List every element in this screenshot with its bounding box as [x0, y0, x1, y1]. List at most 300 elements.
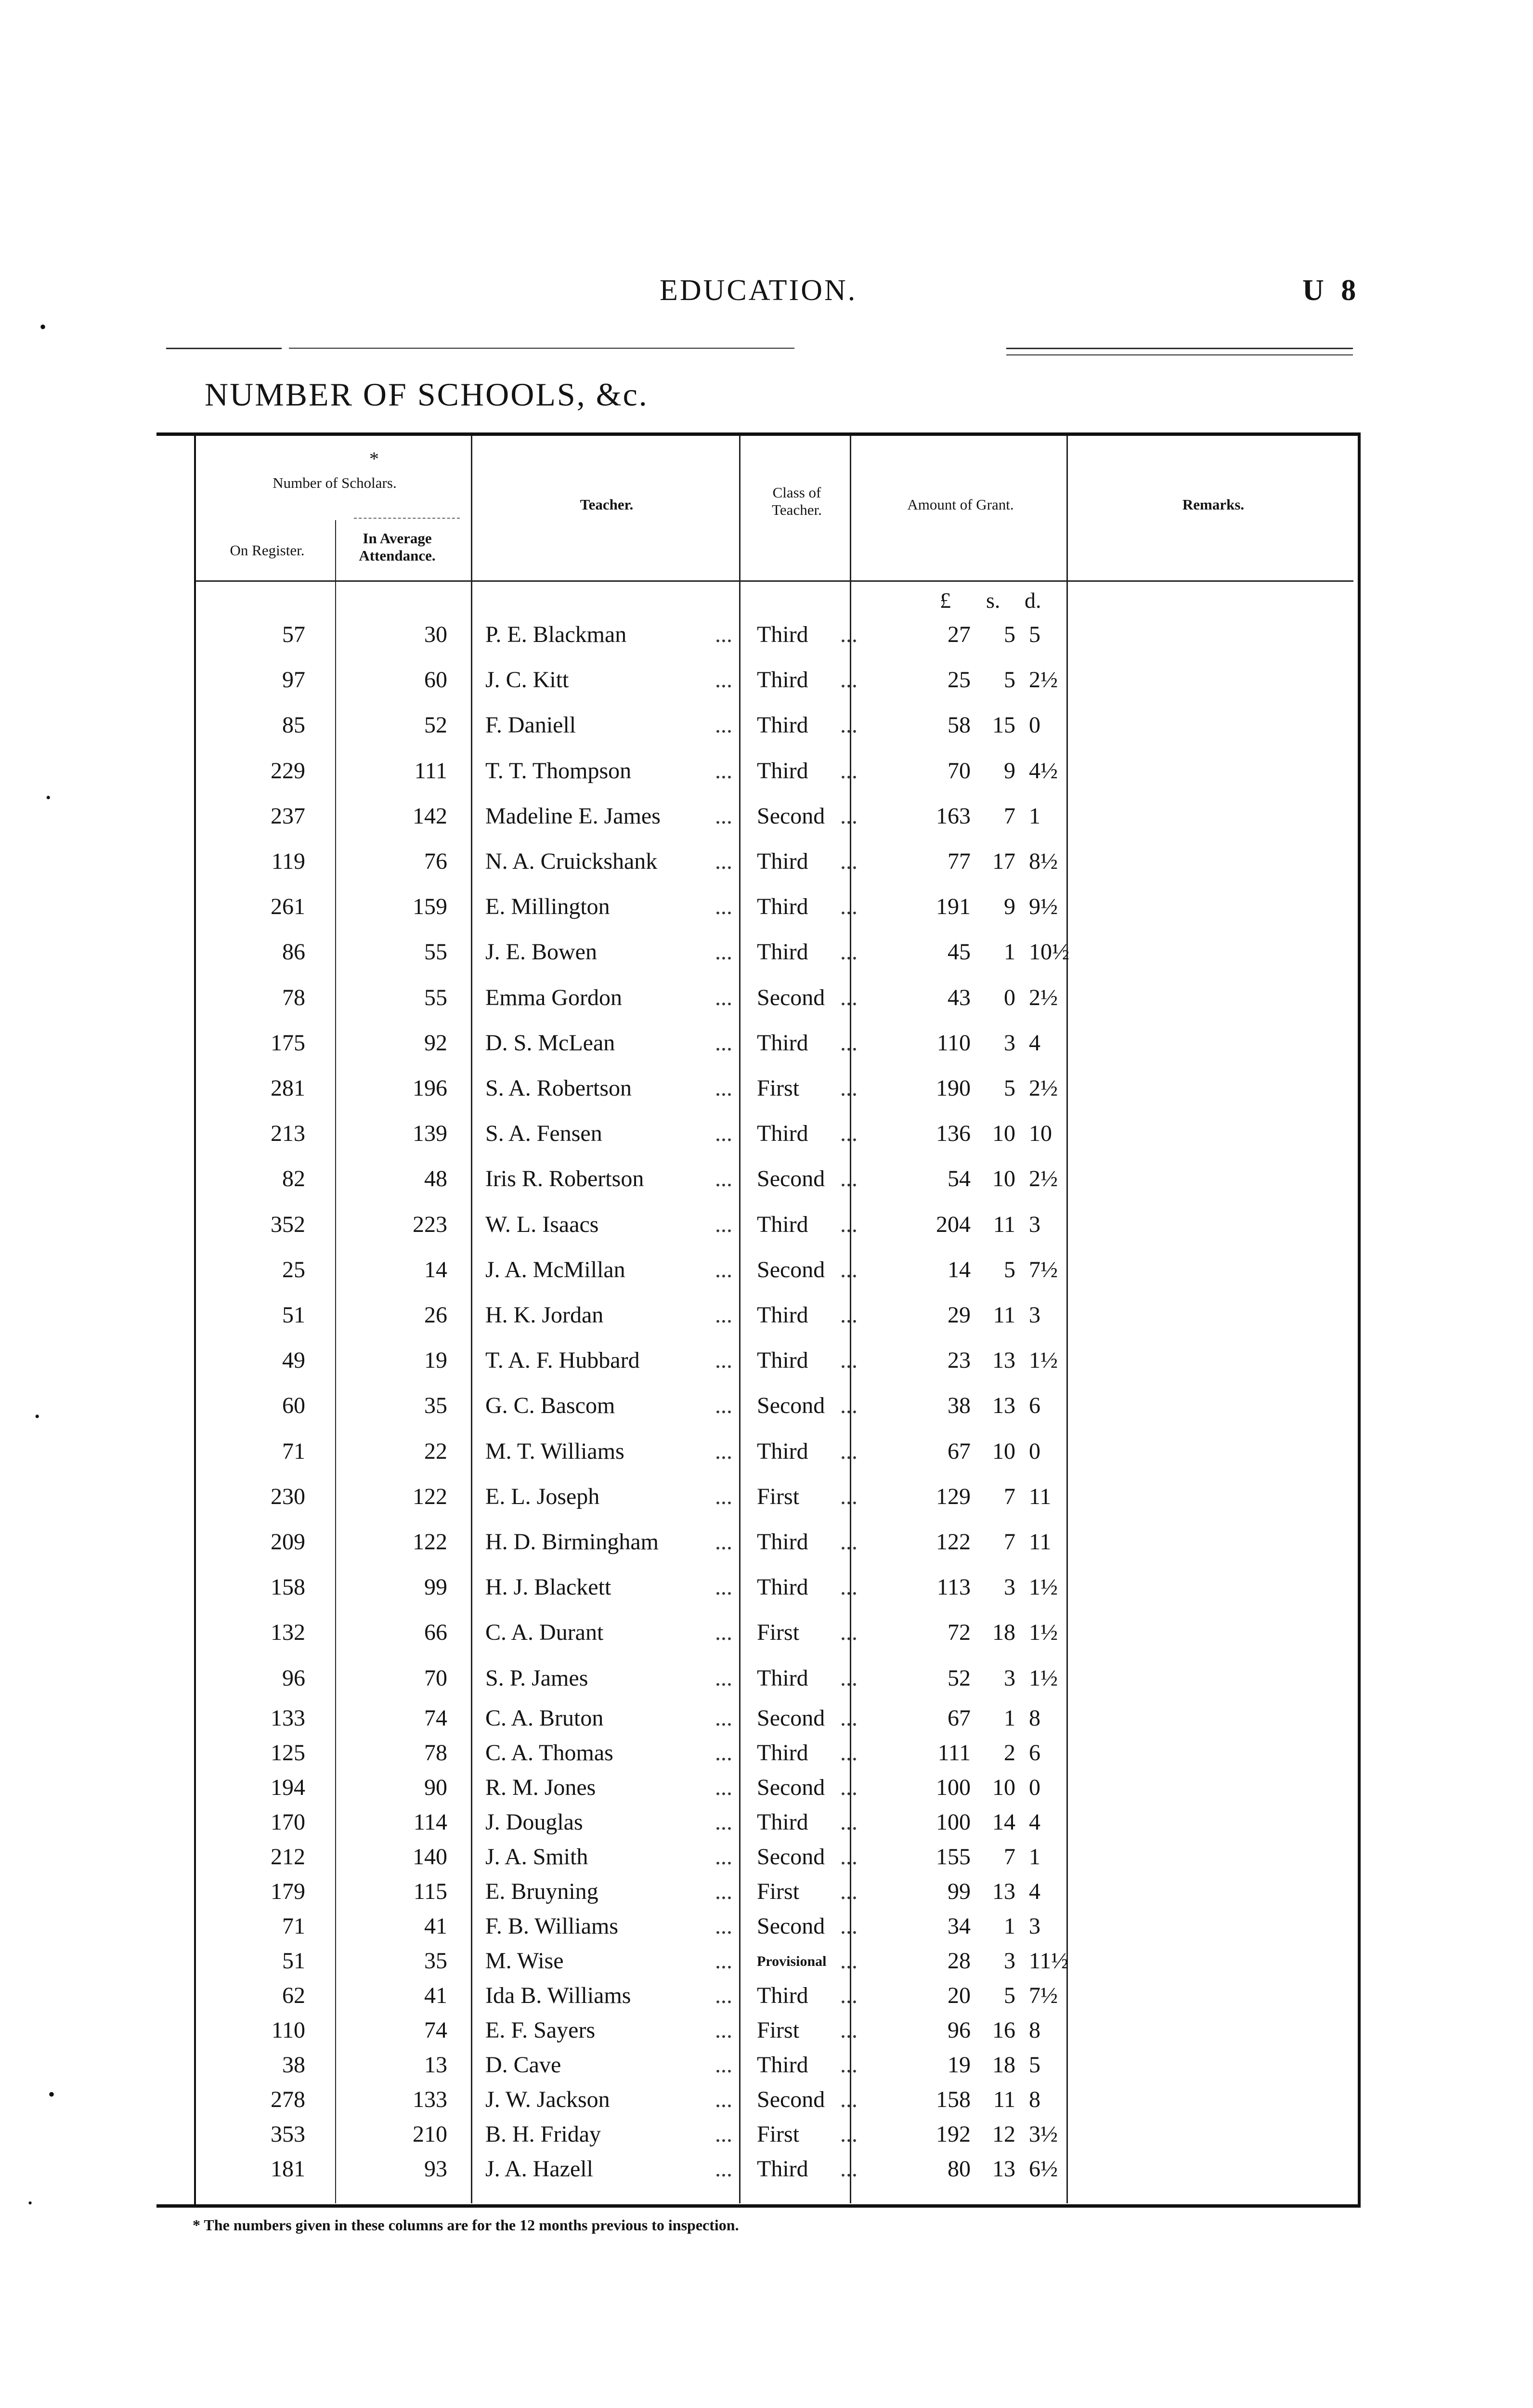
class-cell: Third: [757, 2156, 808, 2182]
grant-pence-cell: 0: [1029, 1775, 1040, 1800]
grant-pence-cell: 2½: [1029, 667, 1058, 693]
grant-pounds-cell: 136: [936, 1121, 971, 1147]
attendance-cell: 30: [424, 622, 447, 647]
leader-dots: ...: [715, 712, 732, 738]
table-row: [0, 1948, 1533, 1976]
teacher-cell: J. A. McMillan: [485, 1256, 625, 1283]
on-register-cell: 194: [271, 1775, 305, 1800]
leader-dots: ...: [715, 1705, 732, 1731]
class-cell: Third: [757, 1438, 808, 1464]
table-row: [0, 1740, 1533, 1768]
leader-dots: ...: [715, 1166, 732, 1192]
grant-shillings-cell: 5: [1004, 667, 1015, 693]
on-register-cell: 51: [282, 1302, 305, 1328]
leader-dots: ...: [840, 1256, 857, 1283]
attendance-cell: 74: [424, 2017, 447, 2043]
table-row: [0, 621, 1533, 650]
leader-dots: ...: [840, 1166, 857, 1192]
grant-pounds-cell: 111: [937, 1740, 971, 1766]
leader-dots: ...: [715, 1393, 732, 1419]
teacher-cell: R. M. Jones: [485, 1775, 596, 1800]
attendance-cell: 111: [414, 758, 447, 784]
leader-dots: ...: [715, 1775, 732, 1800]
on-register-cell: 133: [271, 1705, 305, 1731]
header-class-of-teacher: Class of Teacher.: [772, 484, 822, 518]
table-row: [0, 1665, 1533, 1694]
teacher-cell: H. J. Blackett: [485, 1574, 611, 1600]
on-register-cell: 281: [271, 1075, 305, 1101]
on-register-cell: 25: [282, 1256, 305, 1283]
leader-dots: ...: [715, 1665, 732, 1691]
teacher-cell: Ida B. Williams: [485, 1983, 631, 2008]
grant-pence-cell: 11: [1029, 1483, 1052, 1509]
attendance-cell: 133: [413, 2087, 447, 2112]
leader-dots: ...: [715, 667, 732, 693]
grant-pence-cell: 7½: [1029, 1983, 1058, 2008]
table-row: [0, 1075, 1533, 1104]
table-row: [0, 939, 1533, 968]
section-title: EDUCATION.: [660, 274, 857, 307]
on-register-cell: 213: [271, 1121, 305, 1147]
grant-shillings-cell: 0: [1004, 984, 1015, 1010]
attendance-cell: 115: [413, 1879, 447, 1904]
leader-dots: ...: [840, 1620, 857, 1646]
grant-pounds-cell: 52: [948, 1665, 971, 1691]
grant-pounds-cell: 23: [948, 1348, 971, 1374]
grant-pounds-cell: 122: [936, 1529, 971, 1555]
grant-pounds-cell: 100: [936, 1809, 971, 1835]
grant-shillings-cell: 7: [1004, 1529, 1015, 1555]
attendance-cell: 76: [424, 849, 447, 874]
teacher-cell: T. A. F. Hubbard: [485, 1348, 640, 1374]
grant-pence-cell: 2½: [1029, 984, 1058, 1010]
teacher-cell: E. F. Sayers: [485, 2017, 596, 2043]
leader-dots: ...: [840, 2087, 857, 2112]
class-cell: Third: [757, 1574, 808, 1600]
class-cell: Second: [757, 1166, 825, 1192]
teacher-cell: W. L. Isaacs: [485, 1211, 599, 1237]
teacher-cell: J. A. Hazell: [485, 2156, 593, 2182]
on-register-cell: 78: [282, 984, 305, 1010]
on-register-cell: 158: [271, 1574, 305, 1600]
leader-dots: ...: [840, 1438, 857, 1464]
attendance-cell: 66: [424, 1620, 447, 1646]
class-cell: Third: [757, 1529, 808, 1555]
grant-pounds-cell: 19: [948, 2052, 971, 2078]
grant-pence-cell: 1½: [1029, 1665, 1058, 1691]
class-cell: Provisional: [757, 1953, 827, 1969]
leader-dots: ...: [840, 1030, 857, 1056]
grant-pounds-cell: 100: [936, 1775, 971, 1800]
on-register-cell: 132: [271, 1620, 305, 1646]
on-register-cell: 353: [271, 2121, 305, 2147]
grant-shillings-cell: 18: [992, 2052, 1015, 2078]
table-row: [0, 1302, 1533, 1331]
class-cell: Second: [757, 984, 825, 1010]
header-rule-right-double: [1006, 354, 1353, 355]
attendance-cell: 26: [424, 1302, 447, 1328]
leader-dots: ...: [715, 1983, 732, 2008]
teacher-cell: F. Daniell: [485, 712, 576, 738]
margin-mark: •: [46, 790, 51, 806]
teacher-cell: D. S. McLean: [485, 1030, 615, 1056]
column-header-rule: [196, 580, 1353, 582]
table-row: [0, 1913, 1533, 1942]
attendance-cell: 48: [424, 1166, 447, 1192]
grant-pence-cell: 3½: [1029, 2121, 1058, 2147]
leader-dots: ...: [840, 1913, 857, 1939]
grant-pence-cell: 4: [1029, 1879, 1040, 1904]
on-register-cell: 82: [282, 1166, 305, 1192]
attendance-cell: 142: [413, 803, 447, 829]
leader-dots: ...: [840, 1483, 857, 1509]
leader-dots: ...: [840, 1983, 857, 2008]
class-cell: First: [757, 2121, 800, 2147]
on-register-cell: 179: [271, 1879, 305, 1904]
teacher-cell: S. A. Fensen: [485, 1121, 602, 1147]
grant-shillings-cell: 1: [1004, 1913, 1015, 1939]
table-row: [0, 2121, 1533, 2150]
leader-dots: ...: [840, 1809, 857, 1835]
leader-dots: ...: [715, 1483, 732, 1509]
on-register-cell: 212: [271, 1844, 305, 1870]
grant-shillings-cell: 1: [1004, 939, 1015, 965]
header-pounds: £: [940, 588, 951, 613]
on-register-cell: 97: [282, 667, 305, 693]
table-row: [0, 848, 1533, 877]
grant-pence-cell: 3: [1029, 1302, 1040, 1328]
leader-dots: ...: [840, 622, 857, 647]
on-register-cell: 119: [271, 849, 305, 874]
class-cell: First: [757, 2017, 800, 2043]
header-on-register: On Register.: [230, 542, 305, 559]
teacher-cell: C. A. Durant: [485, 1620, 604, 1646]
grant-pence-cell: 8½: [1029, 849, 1058, 874]
grant-pounds-cell: 25: [948, 667, 971, 693]
teacher-cell: E. L. Joseph: [485, 1483, 600, 1509]
class-cell: Third: [757, 758, 808, 784]
grant-shillings-cell: 16: [992, 2017, 1015, 2043]
attendance-cell: 90: [424, 1775, 447, 1800]
table-row: [0, 2086, 1533, 2115]
class-cell: First: [757, 1879, 800, 1904]
grant-pounds-cell: 70: [948, 758, 971, 784]
attendance-cell: 60: [424, 667, 447, 693]
attendance-cell: 35: [424, 1948, 447, 1974]
grant-shillings-cell: 14: [992, 1809, 1015, 1835]
leader-dots: ...: [715, 849, 732, 874]
scholars-subheading-rule: [354, 518, 460, 519]
attendance-cell: 210: [413, 2121, 447, 2147]
grant-shillings-cell: 11: [993, 1302, 1015, 1328]
teacher-cell: N. A. Cruickshank: [485, 849, 658, 874]
leader-dots: ...: [715, 2052, 732, 2078]
class-cell: Third: [757, 1121, 808, 1147]
class-cell: Third: [757, 1302, 808, 1328]
grant-shillings-cell: 11: [993, 1211, 1015, 1237]
teacher-cell: C. A. Thomas: [485, 1740, 613, 1766]
leader-dots: ...: [715, 1256, 732, 1283]
table-row: [0, 2156, 1533, 2185]
leader-dots: ...: [715, 2087, 732, 2112]
class-cell: First: [757, 1483, 800, 1509]
class-cell: Third: [757, 1809, 808, 1835]
attendance-cell: 41: [424, 1983, 447, 2008]
leader-dots: ...: [840, 1574, 857, 1600]
grant-shillings-cell: 12: [992, 2121, 1015, 2147]
header-shillings: s.: [986, 588, 1000, 613]
leader-dots: ...: [840, 894, 857, 920]
leader-dots: ...: [840, 1844, 857, 1870]
header-number-of-scholars: Number of Scholars.: [273, 474, 397, 491]
leader-dots: ...: [715, 803, 732, 829]
attendance-cell: 55: [424, 984, 447, 1010]
grant-pounds-cell: 20: [948, 1983, 971, 2008]
grant-shillings-cell: 3: [1004, 1574, 1015, 1600]
class-cell: First: [757, 1075, 800, 1101]
grant-pence-cell: 8: [1029, 2017, 1040, 2043]
leader-dots: ...: [715, 2156, 732, 2182]
teacher-cell: J. A. Smith: [485, 1844, 588, 1870]
table-row: [0, 1211, 1533, 1240]
on-register-cell: 125: [271, 1740, 305, 1766]
leader-dots: ...: [840, 1211, 857, 1237]
grant-shillings-cell: 3: [1004, 1030, 1015, 1056]
leader-dots: ...: [715, 1913, 732, 1939]
class-cell: Second: [757, 1913, 825, 1939]
leader-dots: ...: [840, 1075, 857, 1101]
leader-dots: ...: [715, 984, 732, 1010]
grant-shillings-cell: 10: [992, 1121, 1015, 1147]
grant-pounds-cell: 163: [936, 803, 971, 829]
header-teacher: Teacher.: [580, 496, 634, 513]
table-row: [0, 2017, 1533, 2046]
grant-pence-cell: 6: [1029, 1740, 1040, 1766]
class-cell: Third: [757, 667, 808, 693]
leader-dots: ...: [715, 1121, 732, 1147]
on-register-cell: 175: [271, 1030, 305, 1056]
class-cell: Third: [757, 1211, 808, 1237]
running-header: [0, 274, 1533, 317]
grant-pounds-cell: 99: [948, 1879, 971, 1904]
teacher-cell: F. B. Williams: [485, 1913, 619, 1939]
teacher-cell: S. A. Robertson: [485, 1075, 632, 1101]
grant-pounds-cell: 80: [948, 2156, 971, 2182]
grant-pounds-cell: 67: [948, 1438, 971, 1464]
header-rule-middle: [289, 348, 794, 349]
on-register-cell: 38: [282, 2052, 305, 2078]
grant-pounds-cell: 77: [948, 849, 971, 874]
grant-shillings-cell: 10: [992, 1438, 1015, 1464]
on-register-cell: 237: [271, 803, 305, 829]
attendance-cell: 13: [424, 2052, 447, 2078]
grant-pence-cell: 8: [1029, 2087, 1040, 2112]
leader-dots: ...: [840, 1740, 857, 1766]
class-cell: Third: [757, 712, 808, 738]
teacher-cell: B. H. Friday: [485, 2121, 601, 2147]
header-average-attendance: In Average Attendance.: [359, 530, 436, 564]
grant-pence-cell: 11: [1029, 1529, 1052, 1555]
class-cell: Third: [757, 1740, 808, 1766]
leader-dots: ...: [840, 1121, 857, 1147]
class-cell: Third: [757, 894, 808, 920]
class-cell: Third: [757, 1348, 808, 1374]
attendance-cell: 52: [424, 712, 447, 738]
table-row: [0, 1483, 1533, 1512]
grant-shillings-cell: 5: [1004, 1075, 1015, 1101]
leader-dots: ...: [840, 1775, 857, 1800]
grant-pounds-cell: 34: [948, 1913, 971, 1939]
on-register-cell: 96: [282, 1665, 305, 1691]
attendance-cell: 74: [424, 1705, 447, 1731]
on-register-cell: 71: [282, 1438, 305, 1464]
teacher-cell: T. T. Thompson: [485, 758, 632, 784]
grant-pence-cell: 1: [1029, 803, 1040, 829]
table-row: [0, 1030, 1533, 1059]
grant-shillings-cell: 1: [1004, 1705, 1015, 1731]
grant-pence-cell: 7½: [1029, 1256, 1058, 1283]
leader-dots: ...: [715, 1211, 732, 1237]
grant-pounds-cell: 54: [948, 1166, 971, 1192]
leader-dots: ...: [840, 712, 857, 738]
grant-pounds-cell: 110: [936, 1030, 971, 1056]
table-row: [0, 1438, 1533, 1467]
table-bottom-border: [156, 2204, 1361, 2208]
grant-shillings-cell: 5: [1004, 1256, 1015, 1283]
teacher-cell: E. Millington: [485, 894, 610, 920]
on-register-cell: 49: [282, 1348, 305, 1374]
table-row: [0, 1256, 1533, 1285]
grant-shillings-cell: 7: [1004, 1483, 1015, 1509]
leader-dots: ...: [840, 1705, 857, 1731]
leader-dots: ...: [715, 1348, 732, 1374]
grant-shillings-cell: 13: [992, 2156, 1015, 2182]
table-row: [0, 758, 1533, 786]
grant-pence-cell: 0: [1029, 712, 1040, 738]
table-row: [0, 1529, 1533, 1557]
grant-shillings-cell: 5: [1004, 1983, 1015, 2008]
grant-pounds-cell: 191: [936, 894, 971, 920]
attendance-cell: 159: [413, 894, 447, 920]
teacher-cell: H. D. Birmingham: [485, 1529, 659, 1555]
table-row: [0, 1574, 1533, 1603]
grant-pounds-cell: 96: [948, 2017, 971, 2043]
scholars-footnote-mark: *: [369, 448, 379, 470]
attendance-cell: 99: [424, 1574, 447, 1600]
leader-dots: ...: [715, 1302, 732, 1328]
grant-shillings-cell: 15: [992, 712, 1015, 738]
margin-mark: •: [35, 1409, 40, 1425]
leader-dots: ...: [715, 1879, 732, 1904]
grant-pounds-cell: 113: [936, 1574, 971, 1600]
attendance-cell: 35: [424, 1393, 447, 1419]
class-cell: Second: [757, 1393, 825, 1419]
teacher-cell: C. A. Bruton: [485, 1705, 604, 1731]
class-cell: First: [757, 1620, 800, 1646]
grant-pence-cell: 1: [1029, 1844, 1040, 1870]
grant-pence-cell: 5: [1029, 2052, 1040, 2078]
class-cell: Third: [757, 1983, 808, 2008]
on-register-cell: 110: [271, 2017, 305, 2043]
grant-pounds-cell: 190: [936, 1075, 971, 1101]
teacher-cell: Madeline E. James: [485, 803, 661, 829]
leader-dots: ...: [715, 1844, 732, 1870]
table-row: [0, 1120, 1533, 1149]
table-row: [0, 984, 1533, 1013]
grant-pounds-cell: 67: [948, 1705, 971, 1731]
teacher-cell: G. C. Bascom: [485, 1393, 615, 1419]
leader-dots: ...: [840, 939, 857, 965]
grant-pence-cell: 6: [1029, 1393, 1040, 1419]
leader-dots: ...: [715, 1529, 732, 1555]
attendance-cell: 196: [413, 1075, 447, 1101]
grant-shillings-cell: 2: [1004, 1740, 1015, 1766]
leader-dots: ...: [715, 939, 732, 965]
grant-pence-cell: 11½: [1029, 1948, 1069, 1974]
on-register-cell: 261: [271, 894, 305, 920]
grant-shillings-cell: 5: [1004, 622, 1015, 647]
grant-shillings-cell: 7: [1004, 803, 1015, 829]
leader-dots: ...: [715, 1574, 732, 1600]
grant-pence-cell: 10: [1029, 1121, 1052, 1147]
leader-dots: ...: [715, 1620, 732, 1646]
attendance-cell: 55: [424, 939, 447, 965]
grant-pounds-cell: 28: [948, 1948, 971, 1974]
leader-dots: ...: [840, 1948, 857, 1974]
grant-shillings-cell: 3: [1004, 1948, 1015, 1974]
table-row: [0, 1982, 1533, 2011]
leader-dots: ...: [715, 758, 732, 784]
teacher-cell: Emma Gordon: [485, 984, 622, 1010]
class-cell: Third: [757, 1030, 808, 1056]
leader-dots: ...: [840, 1665, 857, 1691]
table-row: [0, 1878, 1533, 1907]
teacher-cell: E. Bruyning: [485, 1879, 598, 1904]
teacher-cell: D. Cave: [485, 2052, 561, 2078]
leader-dots: ...: [715, 894, 732, 920]
class-cell: Third: [757, 622, 808, 647]
attendance-cell: 78: [424, 1740, 447, 1766]
table-row: [0, 2052, 1533, 2081]
leader-dots: ...: [715, 622, 732, 647]
grant-shillings-cell: 13: [992, 1393, 1015, 1419]
header-pence: d.: [1025, 588, 1041, 613]
grant-pence-cell: 8: [1029, 1705, 1040, 1731]
on-register-cell: 57: [282, 622, 305, 647]
header-amount-of-grant: Amount of Grant.: [907, 496, 1014, 513]
grant-pounds-cell: 38: [948, 1393, 971, 1419]
teacher-cell: J. Douglas: [485, 1809, 583, 1835]
grant-pounds-cell: 72: [948, 1620, 971, 1646]
teacher-cell: S. P. James: [485, 1665, 588, 1691]
on-register-cell: 181: [271, 2156, 305, 2182]
teacher-cell: M. Wise: [485, 1948, 564, 1974]
table-row: [0, 1774, 1533, 1803]
on-register-cell: 51: [282, 1948, 305, 1974]
leader-dots: ...: [840, 1529, 857, 1555]
attendance-cell: 223: [413, 1211, 447, 1237]
on-register-cell: 278: [271, 2087, 305, 2112]
class-cell: Second: [757, 2087, 825, 2112]
teacher-cell: J. C. Kitt: [485, 667, 569, 693]
grant-shillings-cell: 13: [992, 1348, 1015, 1374]
grant-pounds-cell: 58: [948, 712, 971, 738]
leader-dots: ...: [840, 849, 857, 874]
on-register-cell: 85: [282, 712, 305, 738]
leader-dots: ...: [840, 758, 857, 784]
leader-dots: ...: [715, 2017, 732, 2043]
page-number: U 8: [1302, 274, 1361, 307]
